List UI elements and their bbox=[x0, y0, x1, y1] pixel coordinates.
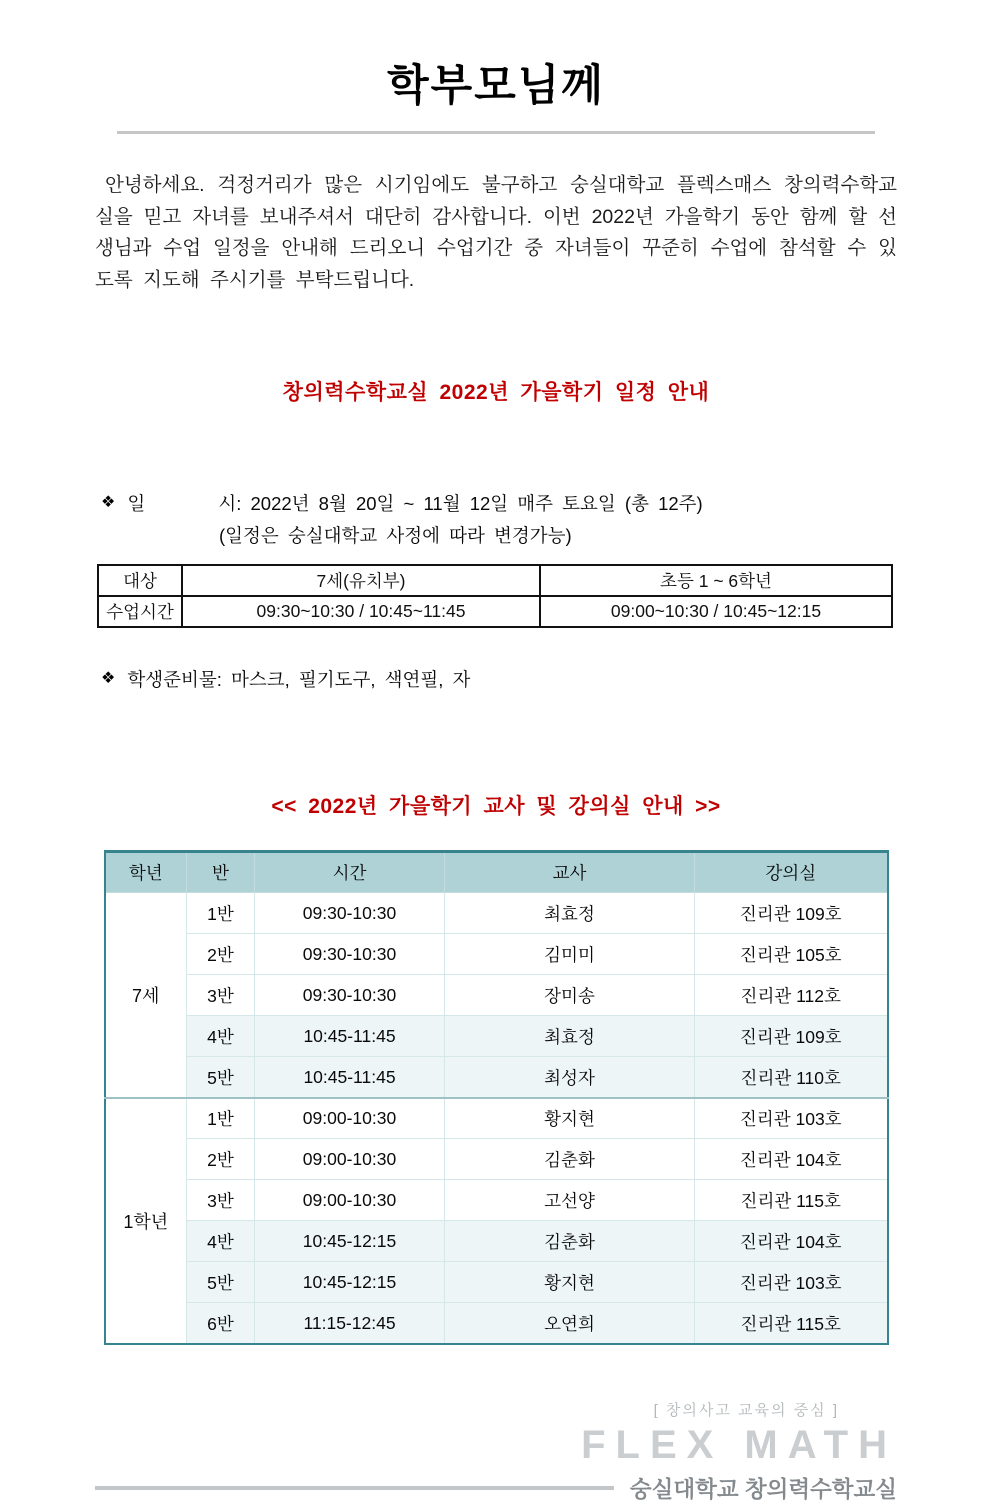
footer-bottom-row bbox=[95, 1472, 897, 1504]
teacher-cell: 최성자 bbox=[445, 1057, 695, 1098]
teacher-cell: 최효정 bbox=[445, 1016, 695, 1057]
info-table-row bbox=[98, 596, 892, 627]
time-cell: 09:00-10:30 bbox=[255, 1180, 445, 1221]
time-cell: 09:30-10:30 bbox=[255, 893, 445, 934]
class-cell: 6반 bbox=[187, 1303, 255, 1344]
schedule-col-header: 반 bbox=[187, 852, 255, 893]
room-cell: 진리관 115호 bbox=[695, 1180, 888, 1221]
schedule-row bbox=[105, 1139, 888, 1180]
info-cell-kindergarten: 7세(유치부) bbox=[182, 565, 540, 596]
teacher-section-heading: << 2022년 가을학기 교사 및 강의실 안내 >> bbox=[271, 795, 721, 819]
schedule-col-header: 강의실 bbox=[695, 852, 888, 893]
room-cell: 진리관 103호 bbox=[695, 1098, 888, 1139]
footer-subtitle: 숭실대학교 창의력수학교실 bbox=[629, 1476, 897, 1502]
class-cell: 3반 bbox=[187, 1180, 255, 1221]
class-cell: 5반 bbox=[187, 1057, 255, 1098]
supplies-bullet-line bbox=[95, 666, 897, 692]
class-cell: 1반 bbox=[187, 1098, 255, 1139]
clover-bullet-icon: ❖ bbox=[101, 494, 116, 512]
class-cell: 3반 bbox=[187, 975, 255, 1016]
class-cell: 4반 bbox=[187, 1221, 255, 1262]
teacher-cell: 황지현 bbox=[445, 1098, 695, 1139]
room-cell: 진리관 104호 bbox=[695, 1221, 888, 1262]
page-title: 학부모님께 bbox=[387, 62, 605, 110]
schedule-row bbox=[105, 1098, 888, 1139]
info-row-label: 수업시간 bbox=[98, 596, 182, 627]
schedule-section-heading: 창의력수학교실 2022년 가을학기 일정 안내 bbox=[282, 381, 710, 405]
class-cell: 2반 bbox=[187, 1139, 255, 1180]
date-text: 일 시: 2022년 8월 20일 ~ 11월 12일 매주 토요일 (총 12주) bbox=[127, 493, 703, 515]
schedule-row bbox=[105, 1303, 888, 1344]
teacher-schedule-table bbox=[104, 850, 889, 1345]
time-cell: 09:00-10:30 bbox=[255, 1098, 445, 1139]
info-row-label: 대상 bbox=[98, 565, 182, 596]
schedule-row bbox=[105, 1221, 888, 1262]
schedule-row bbox=[105, 893, 888, 934]
room-cell: 진리관 112호 bbox=[695, 975, 888, 1016]
time-cell: 10:45-11:45 bbox=[255, 1057, 445, 1098]
footer-divider-line bbox=[95, 1486, 614, 1490]
schedule-col-header: 학년 bbox=[105, 852, 187, 893]
grade-cell: 1학년 bbox=[105, 1098, 187, 1344]
info-cell-elementary: 초등 1 ~ 6학년 bbox=[540, 565, 892, 596]
room-cell: 진리관 105호 bbox=[695, 934, 888, 975]
room-cell: 진리관 109호 bbox=[695, 893, 888, 934]
class-cell: 4반 bbox=[187, 1016, 255, 1057]
title-divider bbox=[117, 131, 875, 134]
teacher-cell: 최효정 bbox=[445, 893, 695, 934]
room-cell: 진리관 109호 bbox=[695, 1016, 888, 1057]
info-cell-elementary: 09:00~10:30 / 10:45~12:15 bbox=[540, 596, 892, 627]
time-cell: 09:30-10:30 bbox=[255, 975, 445, 1016]
time-cell: 09:30-10:30 bbox=[255, 934, 445, 975]
room-cell: 진리관 115호 bbox=[695, 1303, 888, 1344]
date-note: (일정은 숭실대학교 사정에 따라 변경가능) bbox=[219, 525, 572, 547]
time-cell: 10:45-12:15 bbox=[255, 1262, 445, 1303]
teacher-cell: 고선양 bbox=[445, 1180, 695, 1221]
flex-math-logo: FLEX MATH bbox=[581, 1422, 897, 1467]
room-cell: 진리관 104호 bbox=[695, 1139, 888, 1180]
footer-logo-block bbox=[95, 1399, 897, 1504]
class-info-table bbox=[97, 564, 893, 628]
time-cell: 10:45-12:15 bbox=[255, 1221, 445, 1262]
teacher-cell: 김춘화 bbox=[445, 1139, 695, 1180]
schedule-row bbox=[105, 1180, 888, 1221]
supplies-text: 학생준비물: 마스크, 필기도구, 색연필, 자 bbox=[127, 669, 471, 691]
teacher-cell: 장미송 bbox=[445, 975, 695, 1016]
schedule-header-row bbox=[105, 852, 888, 893]
greeting-paragraph: 안녕하세요. 걱정거리가 많은 시기임에도 불구하고 숭실대학교 플렉스매스 창의력수학교실을 믿고 자녀를 보내주셔서 대단히 감사합니다. 이번 2022년 가을학기 동안 함께 할 선생님과 수업 일정을 안내해 드리오니 수업기간 중 자녀들이 꾸준히 수업에 참석할 수 있도록 지도해 주시기를 부탁드립니다. bbox=[95, 174, 897, 291]
teacher-cell: 황지현 bbox=[445, 1262, 695, 1303]
schedule-row bbox=[105, 1016, 888, 1057]
clover-bullet-icon: ❖ bbox=[101, 670, 116, 688]
schedule-col-header: 교사 bbox=[445, 852, 695, 893]
logo-tagline: [ 창의사고 교육의 중심 ] bbox=[653, 1401, 839, 1419]
info-table-row bbox=[98, 565, 892, 596]
schedule-row bbox=[105, 1262, 888, 1303]
schedule-col-header: 시간 bbox=[255, 852, 445, 893]
teacher-cell: 김춘화 bbox=[445, 1221, 695, 1262]
time-cell: 09:00-10:30 bbox=[255, 1139, 445, 1180]
room-cell: 진리관 103호 bbox=[695, 1262, 888, 1303]
schedule-row bbox=[105, 1057, 888, 1098]
teacher-cell: 김미미 bbox=[445, 934, 695, 975]
teacher-cell: 오연희 bbox=[445, 1303, 695, 1344]
info-cell-kindergarten: 09:30~10:30 / 10:45~11:45 bbox=[182, 596, 540, 627]
schedule-row bbox=[105, 934, 888, 975]
class-cell: 5반 bbox=[187, 1262, 255, 1303]
date-bullet-line bbox=[95, 490, 897, 516]
grade-cell: 7세 bbox=[105, 893, 187, 1098]
schedule-row bbox=[105, 975, 888, 1016]
class-cell: 1반 bbox=[187, 893, 255, 934]
class-cell: 2반 bbox=[187, 934, 255, 975]
time-cell: 10:45-11:45 bbox=[255, 1016, 445, 1057]
time-cell: 11:15-12:45 bbox=[255, 1303, 445, 1344]
room-cell: 진리관 110호 bbox=[695, 1057, 888, 1098]
